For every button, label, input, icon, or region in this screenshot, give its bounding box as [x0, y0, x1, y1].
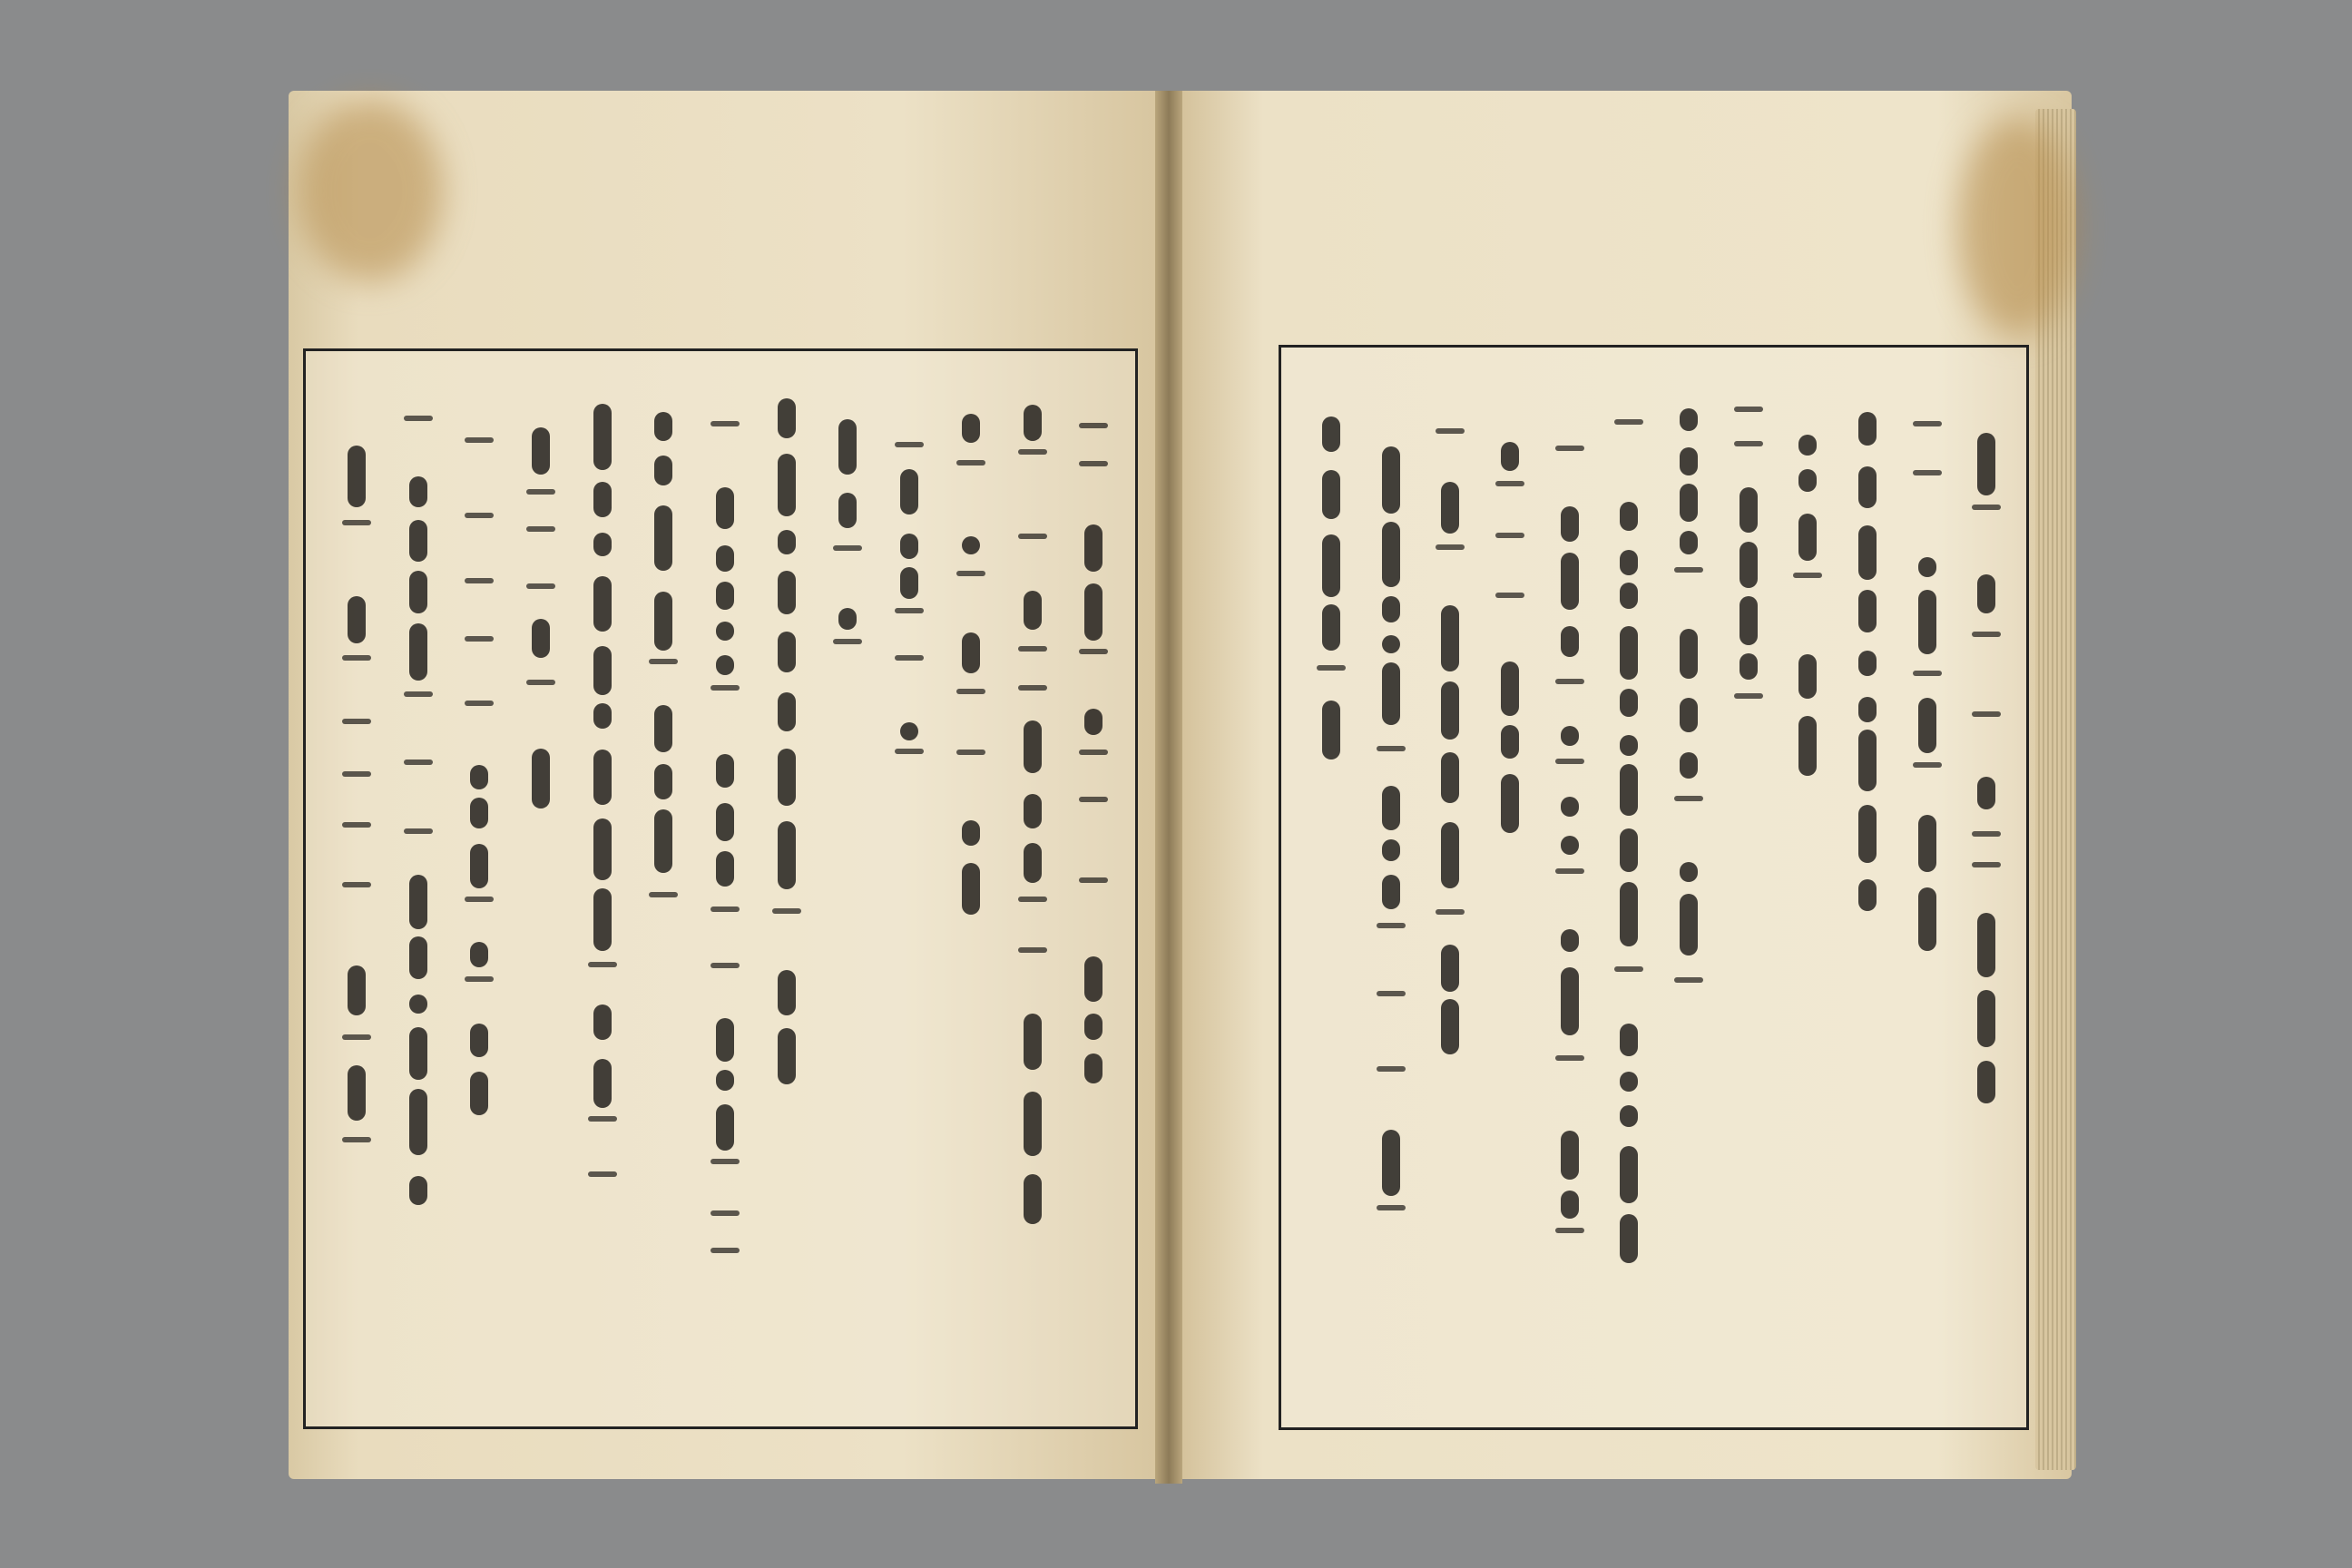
brush-stroke [470, 765, 488, 789]
brush-stroke [1740, 542, 1758, 588]
brush-stroke [1561, 929, 1579, 952]
brush-stroke [1620, 1024, 1638, 1055]
brush-stroke [1977, 913, 1995, 976]
brush-stroke [1377, 923, 1406, 928]
brush-stroke [1674, 796, 1703, 801]
brush-stroke [1555, 679, 1584, 684]
brush-stroke [962, 414, 980, 443]
brush-stroke [962, 632, 980, 673]
brush-stroke [1441, 605, 1459, 671]
brush-stroke [716, 487, 734, 529]
brush-stroke [1018, 449, 1047, 455]
brush-stroke [1382, 446, 1400, 514]
brush-stroke [1084, 956, 1102, 1002]
brush-stroke [1798, 514, 1817, 561]
brush-stroke [1620, 764, 1638, 817]
brush-stroke [1913, 762, 1942, 768]
brush-stroke [404, 828, 433, 834]
brush-stroke [409, 571, 427, 613]
brush-stroke [465, 976, 494, 982]
brush-stroke [1555, 1228, 1584, 1233]
brush-stroke [342, 771, 371, 777]
brush-stroke [1441, 822, 1459, 889]
brush-stroke [900, 567, 918, 599]
brush-stroke [342, 520, 371, 525]
brush-stroke [1734, 407, 1763, 412]
brush-stroke [1024, 794, 1042, 828]
brush-stroke [470, 798, 488, 828]
brush-stroke [1084, 583, 1102, 641]
brush-stroke [1734, 693, 1763, 699]
brush-stroke [588, 1171, 617, 1177]
brush-stroke [1024, 1014, 1042, 1070]
brush-stroke [1441, 752, 1459, 803]
brush-stroke [1918, 698, 1936, 753]
brush-stroke [1740, 596, 1758, 645]
brush-stroke [1918, 590, 1936, 653]
brush-stroke [1079, 461, 1108, 466]
brush-stroke [409, 623, 427, 681]
brush-stroke [342, 1034, 371, 1040]
brush-stroke [1377, 1205, 1406, 1210]
brush-stroke [1620, 689, 1638, 717]
brush-stroke [532, 619, 550, 659]
brush-stroke [409, 1027, 427, 1081]
brush-stroke [654, 809, 672, 874]
brush-stroke [342, 882, 371, 887]
brush-stroke [1018, 947, 1047, 953]
brush-stroke [593, 404, 612, 470]
brush-stroke [1561, 1131, 1579, 1181]
brush-stroke [1674, 567, 1703, 573]
brush-stroke [1024, 1092, 1042, 1156]
brush-stroke [778, 454, 796, 517]
brush-stroke [1798, 654, 1817, 699]
brush-stroke [1561, 726, 1579, 746]
brush-stroke [654, 705, 672, 752]
brush-stroke [1079, 423, 1108, 428]
brush-stroke [1972, 632, 2001, 637]
brush-stroke [409, 995, 427, 1014]
brush-stroke [1084, 1014, 1102, 1040]
left-text-frame [303, 348, 1138, 1429]
brush-stroke [654, 764, 672, 799]
open-book [289, 91, 2072, 1493]
brush-stroke [1377, 991, 1406, 996]
brush-stroke [1858, 651, 1877, 676]
book-gutter [1155, 91, 1182, 1484]
brush-stroke [778, 632, 796, 672]
brush-stroke [409, 476, 427, 507]
brush-stroke [1798, 469, 1817, 493]
brush-stroke [409, 520, 427, 561]
brush-stroke [710, 685, 740, 691]
stain [298, 100, 443, 281]
brush-stroke [1918, 557, 1936, 577]
brush-stroke [778, 692, 796, 731]
brush-stroke [838, 493, 857, 528]
brush-stroke [1024, 720, 1042, 772]
brush-stroke [956, 689, 985, 694]
brush-stroke [470, 844, 488, 888]
brush-stroke [1084, 524, 1102, 572]
brush-stroke [1972, 862, 2001, 867]
brush-stroke [833, 545, 862, 551]
brush-stroke [1858, 697, 1877, 722]
brush-stroke [470, 1072, 488, 1115]
brush-stroke [1561, 836, 1579, 856]
brush-stroke [778, 821, 796, 888]
brush-stroke [593, 576, 612, 632]
brush-stroke [895, 442, 924, 447]
brush-stroke [1382, 596, 1400, 622]
brush-stroke [1441, 681, 1459, 740]
brush-stroke [1918, 815, 1936, 872]
brush-stroke [895, 608, 924, 613]
brush-stroke [778, 530, 796, 554]
brush-stroke [404, 691, 433, 697]
brush-stroke [1561, 797, 1579, 817]
brush-stroke [1614, 966, 1643, 972]
brush-stroke [593, 1004, 612, 1040]
brush-stroke [778, 749, 796, 806]
brush-stroke [1322, 701, 1340, 760]
brush-stroke [1793, 573, 1822, 578]
brush-stroke [654, 505, 672, 571]
brush-stroke [465, 636, 494, 642]
brush-stroke [716, 545, 734, 571]
brush-stroke [778, 970, 796, 1016]
brush-stroke [1079, 750, 1108, 755]
brush-stroke [1972, 711, 2001, 717]
brush-stroke [1798, 435, 1817, 456]
brush-stroke [593, 1059, 612, 1108]
brush-stroke [1620, 1146, 1638, 1203]
brush-stroke [1858, 805, 1877, 862]
brush-stroke [1501, 774, 1519, 833]
brush-stroke [710, 1248, 740, 1253]
brush-stroke [593, 818, 612, 880]
brush-stroke [1436, 544, 1465, 550]
brush-stroke [1680, 752, 1698, 779]
brush-stroke [716, 582, 734, 610]
brush-stroke [465, 513, 494, 518]
brush-stroke [588, 962, 617, 967]
brush-stroke [1977, 433, 1995, 495]
brush-stroke [900, 469, 918, 514]
brush-stroke [348, 1065, 366, 1121]
brush-stroke [1680, 862, 1698, 882]
brush-stroke [409, 1176, 427, 1206]
brush-stroke [956, 460, 985, 466]
brush-stroke [1495, 593, 1524, 598]
brush-stroke [716, 754, 734, 788]
brush-stroke [1972, 831, 2001, 837]
brush-stroke [654, 412, 672, 442]
brush-stroke [1501, 442, 1519, 471]
brush-stroke [962, 820, 980, 846]
brush-stroke [1436, 909, 1465, 915]
brush-stroke [838, 608, 857, 630]
brush-stroke [1382, 1130, 1400, 1196]
brush-stroke [778, 398, 796, 438]
brush-stroke [838, 419, 857, 475]
brush-stroke [1024, 591, 1042, 629]
brush-stroke [526, 680, 555, 685]
brush-stroke [1555, 868, 1584, 874]
brush-stroke [1858, 412, 1877, 446]
brush-stroke [1382, 635, 1400, 653]
brush-stroke [1740, 487, 1758, 533]
brush-stroke [1018, 534, 1047, 539]
brush-stroke [1561, 1191, 1579, 1218]
brush-stroke [1620, 1214, 1638, 1263]
brush-stroke [526, 583, 555, 589]
brush-stroke [526, 489, 555, 495]
stain [1958, 118, 2076, 336]
brush-stroke [1084, 1054, 1102, 1083]
brush-stroke [1495, 533, 1524, 538]
brush-stroke [1382, 662, 1400, 726]
brush-stroke [716, 1070, 734, 1091]
brush-stroke [1680, 629, 1698, 679]
brush-stroke [1734, 441, 1763, 446]
brush-stroke [1441, 482, 1459, 534]
brush-stroke [404, 416, 433, 421]
brush-stroke [1858, 590, 1877, 632]
brush-stroke [1018, 646, 1047, 652]
brush-stroke [1561, 506, 1579, 543]
brush-stroke [1382, 875, 1400, 910]
brush-stroke [348, 965, 366, 1015]
brush-stroke [716, 622, 734, 641]
right-text-frame [1279, 345, 2029, 1430]
brush-stroke [1620, 1105, 1638, 1126]
brush-stroke [710, 963, 740, 968]
brush-stroke [649, 892, 678, 897]
brush-stroke [1620, 1072, 1638, 1092]
brush-stroke [1561, 553, 1579, 610]
brush-stroke [1740, 653, 1758, 679]
brush-stroke [409, 1089, 427, 1155]
brush-stroke [1317, 665, 1346, 671]
brush-stroke [1561, 967, 1579, 1035]
brush-stroke [716, 1104, 734, 1150]
brush-stroke [1858, 879, 1877, 911]
brush-stroke [1858, 466, 1877, 508]
brush-stroke [348, 446, 366, 507]
brush-stroke [470, 942, 488, 967]
brush-stroke [1018, 685, 1047, 691]
brush-stroke [1024, 843, 1042, 883]
brush-stroke [833, 639, 862, 644]
brush-stroke [710, 1159, 740, 1164]
brush-stroke [1620, 502, 1638, 531]
brush-stroke [409, 875, 427, 929]
brush-stroke [348, 596, 366, 643]
brush-stroke [1620, 828, 1638, 872]
brush-stroke [716, 1018, 734, 1062]
brush-stroke [956, 571, 985, 576]
brush-stroke [342, 822, 371, 828]
brush-stroke [1680, 531, 1698, 554]
brush-stroke [716, 803, 734, 841]
brush-stroke [470, 1024, 488, 1057]
brush-stroke [1555, 446, 1584, 451]
brush-stroke [900, 534, 918, 559]
brush-stroke [1382, 786, 1400, 829]
brush-stroke [593, 750, 612, 805]
brush-stroke [1079, 797, 1108, 802]
brush-stroke [1024, 1174, 1042, 1224]
brush-stroke [1858, 525, 1877, 580]
brush-stroke [956, 750, 985, 755]
brush-stroke [1614, 419, 1643, 425]
brush-stroke [710, 421, 740, 426]
brush-stroke [1913, 671, 1942, 676]
brush-stroke [1913, 470, 1942, 475]
brush-stroke [1382, 839, 1400, 861]
brush-stroke [654, 456, 672, 485]
brush-stroke [1322, 470, 1340, 519]
brush-stroke [710, 906, 740, 912]
brush-stroke [593, 703, 612, 729]
brush-stroke [1079, 877, 1108, 883]
brush-stroke [1680, 698, 1698, 732]
brush-stroke [1322, 604, 1340, 651]
brush-stroke [900, 722, 918, 740]
brush-stroke [716, 655, 734, 675]
brush-stroke [404, 760, 433, 765]
brush-stroke [1680, 894, 1698, 956]
brush-stroke [1555, 1055, 1584, 1061]
brush-stroke [1620, 882, 1638, 946]
brush-stroke [1079, 649, 1108, 654]
brush-stroke [593, 482, 612, 516]
brush-stroke [1913, 421, 1942, 426]
brush-stroke [1977, 990, 1995, 1047]
brush-stroke [1377, 746, 1406, 751]
brush-stroke [1680, 484, 1698, 522]
brush-stroke [654, 592, 672, 650]
brush-stroke [593, 888, 612, 951]
brush-stroke [342, 655, 371, 661]
brush-stroke [532, 749, 550, 808]
brush-stroke [1620, 735, 1638, 756]
brush-stroke [1018, 897, 1047, 902]
brush-stroke [465, 578, 494, 583]
brush-stroke [1977, 777, 1995, 809]
brush-stroke [1798, 716, 1817, 776]
brush-stroke [1674, 977, 1703, 983]
brush-stroke [778, 1028, 796, 1083]
brush-stroke [895, 749, 924, 754]
brush-stroke [1322, 534, 1340, 596]
brush-stroke [1977, 1061, 1995, 1104]
brush-stroke [1436, 428, 1465, 434]
brush-stroke [588, 1116, 617, 1122]
brush-stroke [532, 427, 550, 475]
brush-stroke [895, 655, 924, 661]
brush-stroke [342, 1137, 371, 1142]
brush-stroke [1382, 522, 1400, 588]
brush-stroke [1561, 626, 1579, 657]
brush-stroke [1977, 574, 1995, 612]
brush-stroke [962, 863, 980, 914]
brush-stroke [1918, 887, 1936, 951]
brush-stroke [1441, 945, 1459, 993]
brush-stroke [409, 936, 427, 979]
brush-stroke [342, 719, 371, 724]
brush-stroke [1620, 583, 1638, 609]
brush-stroke [1377, 1066, 1406, 1072]
brush-stroke [1084, 709, 1102, 735]
brush-stroke [1322, 416, 1340, 452]
brush-stroke [649, 659, 678, 664]
brush-stroke [1495, 481, 1524, 486]
brush-stroke [1680, 408, 1698, 431]
brush-stroke [1620, 550, 1638, 574]
brush-stroke [710, 1210, 740, 1216]
brush-stroke [1858, 730, 1877, 791]
brush-stroke [465, 701, 494, 706]
brush-stroke [593, 533, 612, 557]
brush-stroke [1972, 505, 2001, 510]
brush-stroke [465, 897, 494, 902]
brush-stroke [778, 571, 796, 613]
brush-stroke [1501, 662, 1519, 717]
brush-stroke [1620, 626, 1638, 680]
brush-stroke [1024, 405, 1042, 440]
brush-stroke [716, 851, 734, 887]
brush-stroke [1555, 759, 1584, 764]
brush-stroke [465, 437, 494, 443]
brush-stroke [1441, 999, 1459, 1054]
brush-stroke [593, 646, 612, 695]
brush-stroke [962, 536, 980, 554]
brush-stroke [772, 908, 801, 914]
brush-stroke [1501, 725, 1519, 760]
brush-stroke [1680, 447, 1698, 475]
brush-stroke [526, 526, 555, 532]
